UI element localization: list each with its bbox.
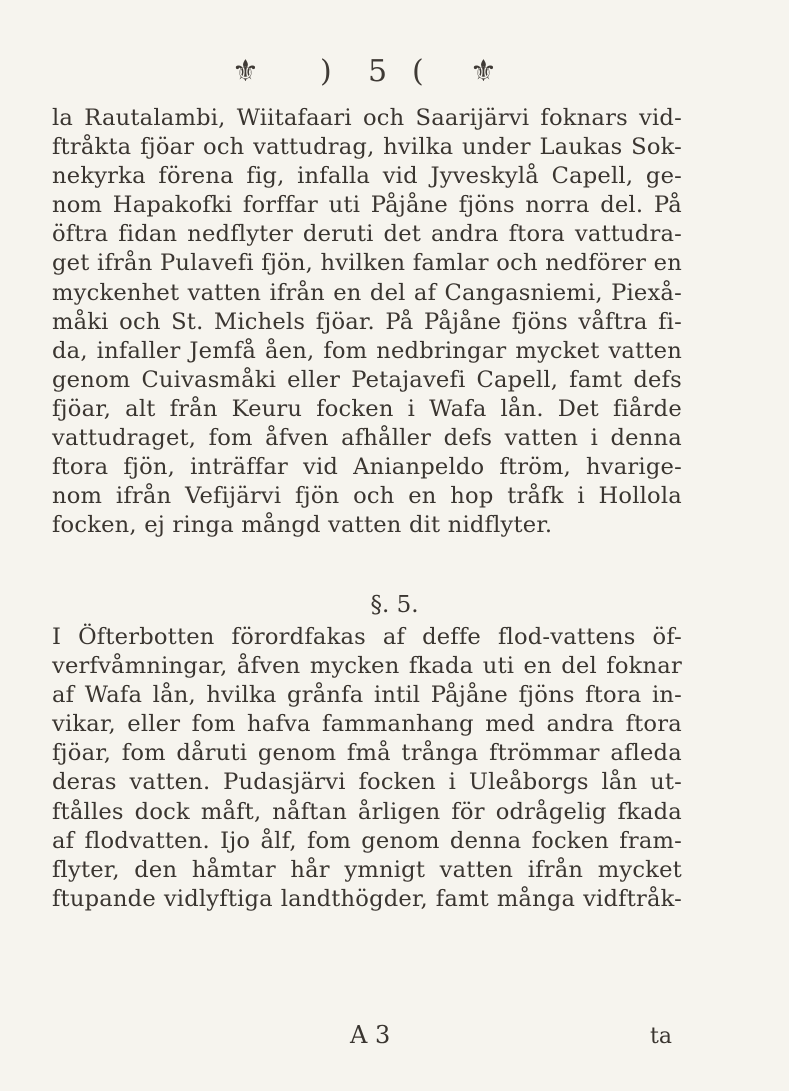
page-number: 5	[368, 54, 388, 89]
signature-mark: A 3	[350, 1021, 391, 1049]
text-line: nom Hapakofki forffar uti Påjåne fjöns norra del. På	[52, 192, 682, 219]
text-line: da, infaller Jemfå åen, fom nedbringar mycket vatten	[52, 337, 682, 364]
fleuron-left-icon: ⚜	[232, 54, 259, 89]
text-line: vattudraget, fom åfven afhåller defs vatten i denna	[52, 425, 682, 452]
text-line: ftupande vidlyftiga landthögder, famt många vidftråk-	[52, 885, 682, 912]
text-line: öftra fidan nedflyter deruti det andra ftora vattudra-	[52, 221, 682, 248]
catchword: ta	[650, 1024, 672, 1049]
text-line: ftora fjön, inträffar vid Anianpeldo ftröm, hvarige-	[52, 454, 682, 481]
text-line: fjöar, fom dåruti genom fmå trånga ftrömmar afleda	[52, 740, 682, 767]
text-line: genom Cuivasmåki eller Petajavefi Capell, famt defs	[52, 366, 682, 393]
section-heading: §. 5.	[370, 592, 419, 618]
text-line: af Wafa lån, hvilka grånfa intil Påjåne fjöns ftora in-	[52, 682, 682, 709]
text-line: nom ifrån Vefijärvi fjön och en hop tråfk i Hollola	[52, 483, 682, 510]
text-line: deras vatten. Pudasjärvi focken i Uleåborgs lån ut-	[52, 769, 682, 796]
paragraph-1	[52, 104, 682, 540]
text-line: fjöar, alt från Keuru focken i Wafa lån. Det fiårde	[52, 395, 682, 422]
text-line: måki och St. Michels fjöar. På Påjåne fjöns våftra fi-	[52, 308, 682, 335]
text-line: focken, ej ringa mångd vatten dit nidflyter.	[52, 512, 553, 539]
text-line: verfvåmningar, åfven mycken fkada uti en del foknar	[52, 653, 682, 680]
text-line: myckenhet vatten ifrån en del af Cangasniemi, Piexå-	[52, 279, 682, 306]
text-line: ftråkta fjöar och vattudrag, hvilka under Laukas Sok-	[52, 134, 682, 161]
text-line: vikar, eller fom hafva fammanhang med andra ftora	[52, 711, 682, 738]
text-line: nekyrka förena fig, infalla vid Jyveskylå Capell, ge-	[52, 163, 682, 190]
text-line: get ifrån Pulavefi fjön, hvilken famlar och nedförer en	[52, 250, 682, 277]
fleuron-right-icon: ⚜	[470, 54, 497, 89]
text-line: I Öfterbotten förordfakas af deffe flod-vattens öf-	[52, 624, 682, 650]
text-line: ftålles dock måft, nåftan årligen för odrågelig fkada	[52, 798, 682, 825]
running-head	[0, 52, 789, 92]
paragraph-2	[52, 623, 682, 914]
running-head-paren-left: (	[412, 54, 424, 89]
text-line: flyter, den håmtar hår ymnigt vatten ifrån mycket	[52, 856, 682, 883]
text-line: af flodvatten. Ijo ålf, fom genom denna focken fram-	[52, 827, 682, 854]
text-line: la Rautalambi, Wiitafaari och Saarijärvi foknars vid-	[52, 105, 682, 131]
running-head-paren-right: )	[320, 54, 332, 89]
